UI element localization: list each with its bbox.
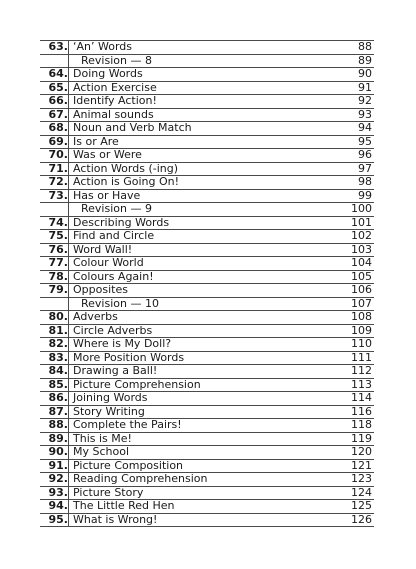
toc-row (40, 41, 374, 55)
toc-entry-title: Has or Have (69, 189, 333, 203)
toc-row (40, 311, 374, 325)
toc-row (40, 95, 374, 109)
toc-entry-title: Animal sounds (69, 108, 333, 122)
toc-row (40, 432, 374, 446)
toc-entry-title: Picture Comprehension (69, 378, 333, 392)
toc-row (40, 297, 374, 311)
toc-entry-number: 91. (40, 459, 69, 473)
toc-row (40, 365, 374, 379)
toc-entry-number (40, 54, 69, 68)
toc-entry-number: 82. (40, 338, 69, 352)
toc-entry-page: 88 (332, 41, 374, 55)
toc-row (40, 162, 374, 176)
toc-entry-page: 114 (332, 392, 374, 406)
toc-entry-page: 98 (332, 176, 374, 190)
toc-entry-number: 74. (40, 216, 69, 230)
toc-entry-title: Is or Are (69, 135, 333, 149)
toc-row (40, 500, 374, 514)
toc-row (40, 473, 374, 487)
toc-entry-number: 92. (40, 473, 69, 487)
toc-row (40, 378, 374, 392)
toc-entry-page: 118 (332, 419, 374, 433)
toc-row (40, 149, 374, 163)
toc-entry-page: 100 (332, 203, 374, 217)
toc-entry-number: 94. (40, 500, 69, 514)
toc-row (40, 243, 374, 257)
toc-row (40, 284, 374, 298)
toc-entry-title: Complete the Pairs! (69, 419, 333, 433)
toc-entry-page: 125 (332, 500, 374, 514)
toc-entry-number: 65. (40, 81, 69, 95)
toc-entry-page: 111 (332, 351, 374, 365)
toc-row (40, 392, 374, 406)
toc-entry-title: Opposites (69, 284, 333, 298)
toc-entry-title: Action Exercise (69, 81, 333, 95)
toc-row (40, 459, 374, 473)
toc-entry-title: Revision — 8 (69, 54, 333, 68)
toc-entry-page: 95 (332, 135, 374, 149)
toc-entry-page: 97 (332, 162, 374, 176)
toc-entry-page: 107 (332, 297, 374, 311)
toc-entry-title: Colour World (69, 257, 333, 271)
toc-entry-number: 68. (40, 122, 69, 136)
toc-entry-page: 116 (332, 405, 374, 419)
toc-entry-number: 72. (40, 176, 69, 190)
toc-entry-title: This is Me! (69, 432, 333, 446)
toc-row (40, 216, 374, 230)
toc-row (40, 351, 374, 365)
toc-entry-page: 91 (332, 81, 374, 95)
toc-entry-page: 113 (332, 378, 374, 392)
toc-entry-title: Doing Words (69, 68, 333, 82)
toc-entry-number: 86. (40, 392, 69, 406)
toc-row (40, 405, 374, 419)
toc-entry-title: The Little Red Hen (69, 500, 333, 514)
toc-entry-page: 96 (332, 149, 374, 163)
toc-row (40, 338, 374, 352)
toc-entry-number: 63. (40, 41, 69, 55)
toc-entry-page: 101 (332, 216, 374, 230)
toc-row (40, 189, 374, 203)
toc-row (40, 176, 374, 190)
toc-entry-number: 77. (40, 257, 69, 271)
toc-entry-page: 92 (332, 95, 374, 109)
toc-entry-title: Reading Comprehension (69, 473, 333, 487)
toc-entry-title: What is Wrong! (69, 513, 333, 527)
toc-entry-title: Picture Composition (69, 459, 333, 473)
toc-entry-number: 64. (40, 68, 69, 82)
toc-entry-number: 89. (40, 432, 69, 446)
toc-entry-page: 121 (332, 459, 374, 473)
toc-row (40, 81, 374, 95)
toc-entry-page: 124 (332, 486, 374, 500)
toc-entry-title: Action Words (-ing) (69, 162, 333, 176)
toc-row (40, 446, 374, 460)
toc-entry-page: 119 (332, 432, 374, 446)
toc-entry-number: 83. (40, 351, 69, 365)
toc-row (40, 68, 374, 82)
toc-entry-number: 76. (40, 243, 69, 257)
toc-entry-number: 70. (40, 149, 69, 163)
toc-entry-title: Revision — 10 (69, 297, 333, 311)
toc-body (40, 41, 374, 527)
toc-entry-title: Story Writing (69, 405, 333, 419)
toc-entry-page: 120 (332, 446, 374, 460)
toc-entry-title: Picture Story (69, 486, 333, 500)
toc-entry-title: Noun and Verb Match (69, 122, 333, 136)
toc-row (40, 203, 374, 217)
toc-entry-title: Revision — 9 (69, 203, 333, 217)
toc-entry-number: 90. (40, 446, 69, 460)
toc-row (40, 513, 374, 527)
toc-row (40, 54, 374, 68)
toc-entry-number: 66. (40, 95, 69, 109)
toc-row (40, 108, 374, 122)
toc-entry-title: Find and Circle (69, 230, 333, 244)
toc-entry-number: 79. (40, 284, 69, 298)
toc-entry-title: Joining Words (69, 392, 333, 406)
toc-row (40, 230, 374, 244)
toc-entry-number (40, 203, 69, 217)
toc-entry-title: Describing Words (69, 216, 333, 230)
toc-entry-title: My School (69, 446, 333, 460)
toc-entry-number: 87. (40, 405, 69, 419)
toc-entry-number: 80. (40, 311, 69, 325)
toc-entry-page: 102 (332, 230, 374, 244)
toc-entry-page: 99 (332, 189, 374, 203)
toc-entry-title: More Position Words (69, 351, 333, 365)
toc-entry-number: 69. (40, 135, 69, 149)
toc-entry-number: 75. (40, 230, 69, 244)
toc-entry-number: 88. (40, 419, 69, 433)
toc-entry-page: 89 (332, 54, 374, 68)
toc-row (40, 486, 374, 500)
toc-entry-page: 93 (332, 108, 374, 122)
toc-entry-title: Drawing a Ball! (69, 365, 333, 379)
toc-entry-title: Where is My Doll? (69, 338, 333, 352)
toc-entry-page: 104 (332, 257, 374, 271)
toc-entry-title: Word Wall! (69, 243, 333, 257)
toc-entry-number (40, 297, 69, 311)
toc-entry-number: 81. (40, 324, 69, 338)
toc-entry-page: 126 (332, 513, 374, 527)
toc-entry-title: Colours Again! (69, 270, 333, 284)
toc-row (40, 419, 374, 433)
toc-entry-number: 78. (40, 270, 69, 284)
toc-entry-number: 95. (40, 513, 69, 527)
toc-entry-page: 94 (332, 122, 374, 136)
toc-entry-number: 71. (40, 162, 69, 176)
toc-row (40, 122, 374, 136)
toc-entry-page: 105 (332, 270, 374, 284)
toc-entry-page: 123 (332, 473, 374, 487)
table-of-contents (40, 40, 374, 527)
toc-entry-page: 110 (332, 338, 374, 352)
toc-entry-title: Circle Adverbs (69, 324, 333, 338)
toc-entry-title: Adverbs (69, 311, 333, 325)
toc-entry-number: 73. (40, 189, 69, 203)
toc-entry-number: 85. (40, 378, 69, 392)
toc-entry-number: 84. (40, 365, 69, 379)
toc-row (40, 324, 374, 338)
toc-entry-page: 109 (332, 324, 374, 338)
toc-entry-title: ‘An’ Words (69, 41, 333, 55)
toc-entry-title: Was or Were (69, 149, 333, 163)
toc-entry-page: 108 (332, 311, 374, 325)
toc-entry-number: 93. (40, 486, 69, 500)
toc-entry-number: 67. (40, 108, 69, 122)
toc-row (40, 257, 374, 271)
toc-entry-title: Identify Action! (69, 95, 333, 109)
toc-entry-page: 112 (332, 365, 374, 379)
toc-row (40, 270, 374, 284)
toc-entry-page: 90 (332, 68, 374, 82)
toc-entry-page: 106 (332, 284, 374, 298)
toc-entry-title: Action is Going On! (69, 176, 333, 190)
toc-entry-page: 103 (332, 243, 374, 257)
toc-row (40, 135, 374, 149)
